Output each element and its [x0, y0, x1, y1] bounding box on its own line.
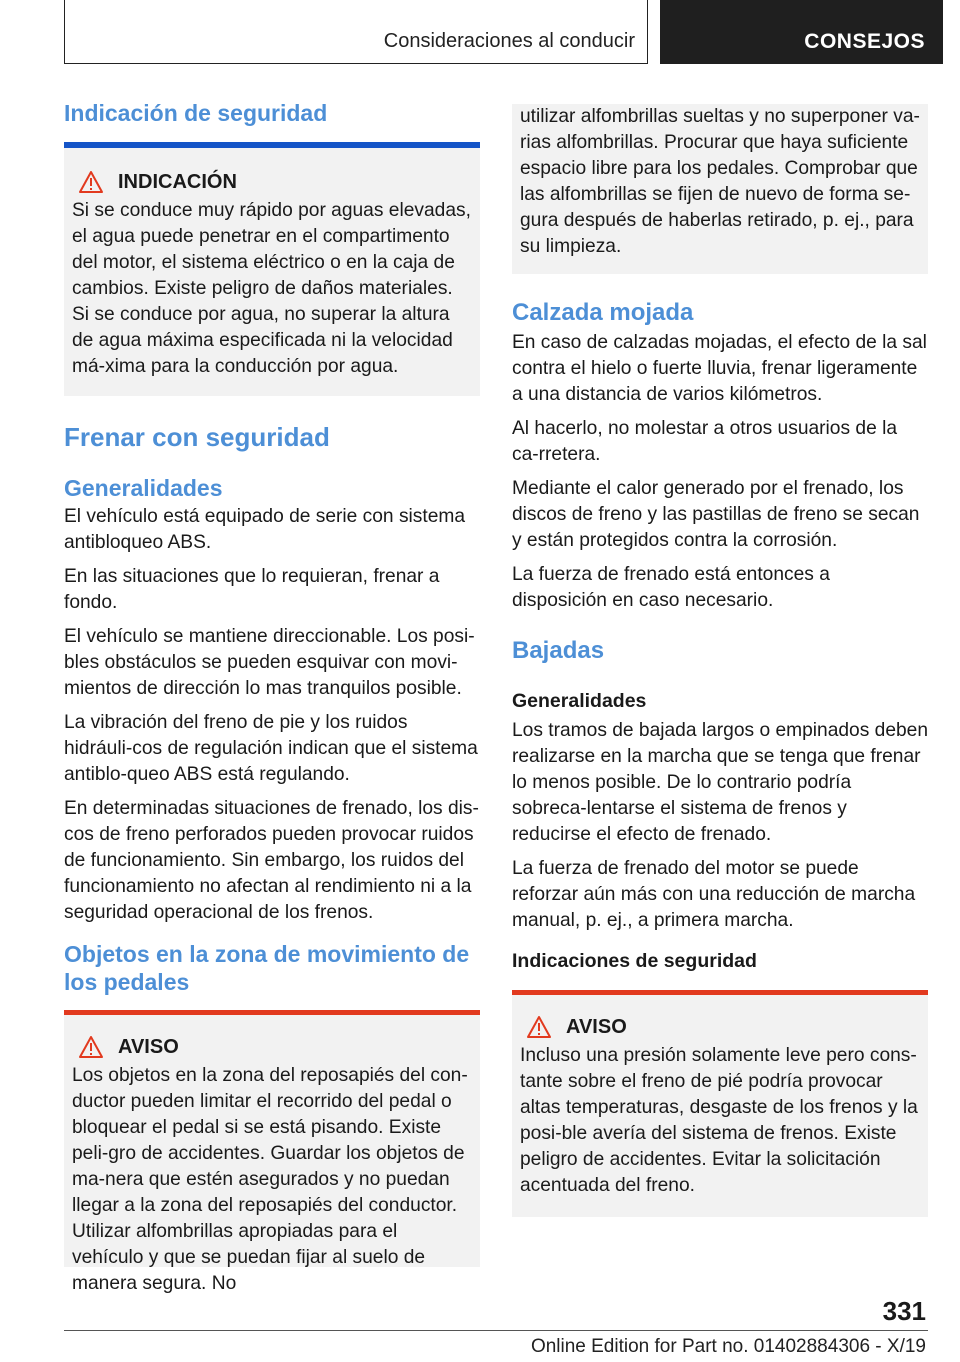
warning-box-header [78, 1033, 472, 1061]
paragraph-abs: El vehículo está equipado de serie con sistema antibloqueo ABS. [64, 506, 466, 553]
heading-wet-road: Calzada mojada [512, 299, 694, 326]
paragraph-wet-heat: Mediante el calor generado por el frenado, los discos de freno y las pastillas de freno se secan y están protegidos contra la corrosión. [512, 478, 920, 551]
note-label: INDICACIÓN [118, 171, 237, 193]
section-title: Consideraciones al conducir [383, 30, 635, 52]
paragraph-brake-hard: En las situaciones que lo requieran, frenar a fondo. [64, 566, 440, 613]
right-column [512, 104, 928, 1217]
warning-label: AVISO [566, 1016, 627, 1038]
heading-brake-safely: Frenar con seguridad [64, 422, 330, 452]
warning-box-pedals [64, 1015, 480, 1294]
subheading-general: Generalidades [512, 690, 647, 712]
warning-box-header [526, 1013, 920, 1041]
warning-triangle-icon [526, 1015, 552, 1039]
footer-rule [64, 1330, 928, 1331]
header-section-box [64, 0, 648, 64]
paragraph-vibration: La vibración del freno de pie y los ruidos hidráuli-cos de regulación indican que el sistema antiblo-queo ABS está regulando. [64, 712, 478, 785]
chapter-tab[interactable] [660, 0, 943, 64]
warning-label: AVISO [118, 1036, 179, 1058]
warning-text-continued: utilizar alfombrillas sueltas y no superponer va-rias alfombrillas. Procurar que haya suficiente espacio libre para los pedales. Comprobar que las alfombrillas se fijen de nuevo de forma se-gura después de haberlas retirado, p. ej., para su limpieza. [520, 106, 920, 257]
subheading-safety: Indicaciones de seguridad [512, 950, 757, 972]
paragraph-wet-available: La fuerza de frenado está entonces a disposición en caso necesario. [512, 564, 830, 611]
note-box-header [78, 168, 472, 196]
note-text: Si se conduce muy rápido por aguas elevadas, el agua puede penetrar en el compartimento del motor, el sistema eléctrico o en la caja de cambios. Existe peligro de daños materiales. Si se conduce por agua, no superar la altura de agua máxima especificada ni la velocidad má-xima para la conducción por agua. [72, 200, 471, 377]
paragraph-wet-brake: En caso de calzadas mojadas, el efecto de la sal contra el hielo o fuerte lluvia, frenar ligeramente a una distancia de varios kilómetros. [512, 332, 927, 405]
footer-edition: Online Edition for Part no. 01402884306 - X/19 [530, 1336, 926, 1357]
page-number: 331 [882, 1296, 926, 1326]
paragraph-descents-gear: Los tramos de bajada largos o empinados deben realizarse en la marcha que se tenga que frenar lo menos posible. De lo contrario podría sobreca-lentarse el sistema de frenos y reducirse el efecto de frenado. [512, 720, 929, 845]
heading-pedal-objects: Objetos en la zona de movimiento de los pedales [64, 941, 470, 995]
warning-triangle-icon [78, 1035, 104, 1059]
paragraph-wet-traffic: Al hacerlo, no molestar a otros usuarios de la ca-rretera. [512, 418, 898, 465]
paragraph-perforated-discs: En determinadas situaciones de frenado, los dis-cos de freno perforados pueden provocar ruidos de funcionamiento. Sin embargo, los ruidos del funcionamiento no afectan al rendimiento ni a la seguridad operacional de los frenos. [64, 798, 479, 923]
warning-box-brake [512, 995, 928, 1217]
warning-box-continued [512, 104, 928, 274]
paragraph-steerable: El vehículo se mantiene direccionable. Los posi-bles obstáculos se pueden esquivar con movi-mientos de dirección lo mas tranquilos posible. [64, 626, 475, 699]
left-column [64, 98, 480, 1294]
chapter-tab-label: CONSEJOS [804, 30, 925, 53]
heading-descents: Bajadas [512, 637, 605, 664]
note-box [64, 148, 480, 396]
paragraph-engine-brake: La fuerza de frenado del motor se puede reforzar aún más con una reducción de marcha manual, p. ej., a primera marcha. [512, 858, 916, 931]
heading-safety-indication: Indicación de seguridad [64, 100, 328, 126]
heading-general: Generalidades [64, 475, 223, 501]
warning-text-pedals: Los objetos en la zona del reposapiés del con-ductor pueden limitar el recorrido del pedal o bloquear el pedal si se está pisando. Existe peli-gro de accidentes. Guardar los objetos de ma-nera que estén asegurados y no puedan llegar a la zona del reposapiés del conductor. Utilizar alfombrillas apropiadas para el vehículo y que se puedan fijar al suelo de manera segura. No [72, 1065, 468, 1294]
warning-triangle-icon [78, 170, 104, 194]
warning-text-brake: Incluso una presión solamente leve pero cons-tante sobre el freno de pié podría provocar altas temperaturas, desgaste de los frenos y la posi-ble avería del sistema de frenos. Existe peligro de accidentes. Evitar la solicitación acentuada del freno. [520, 1045, 918, 1196]
